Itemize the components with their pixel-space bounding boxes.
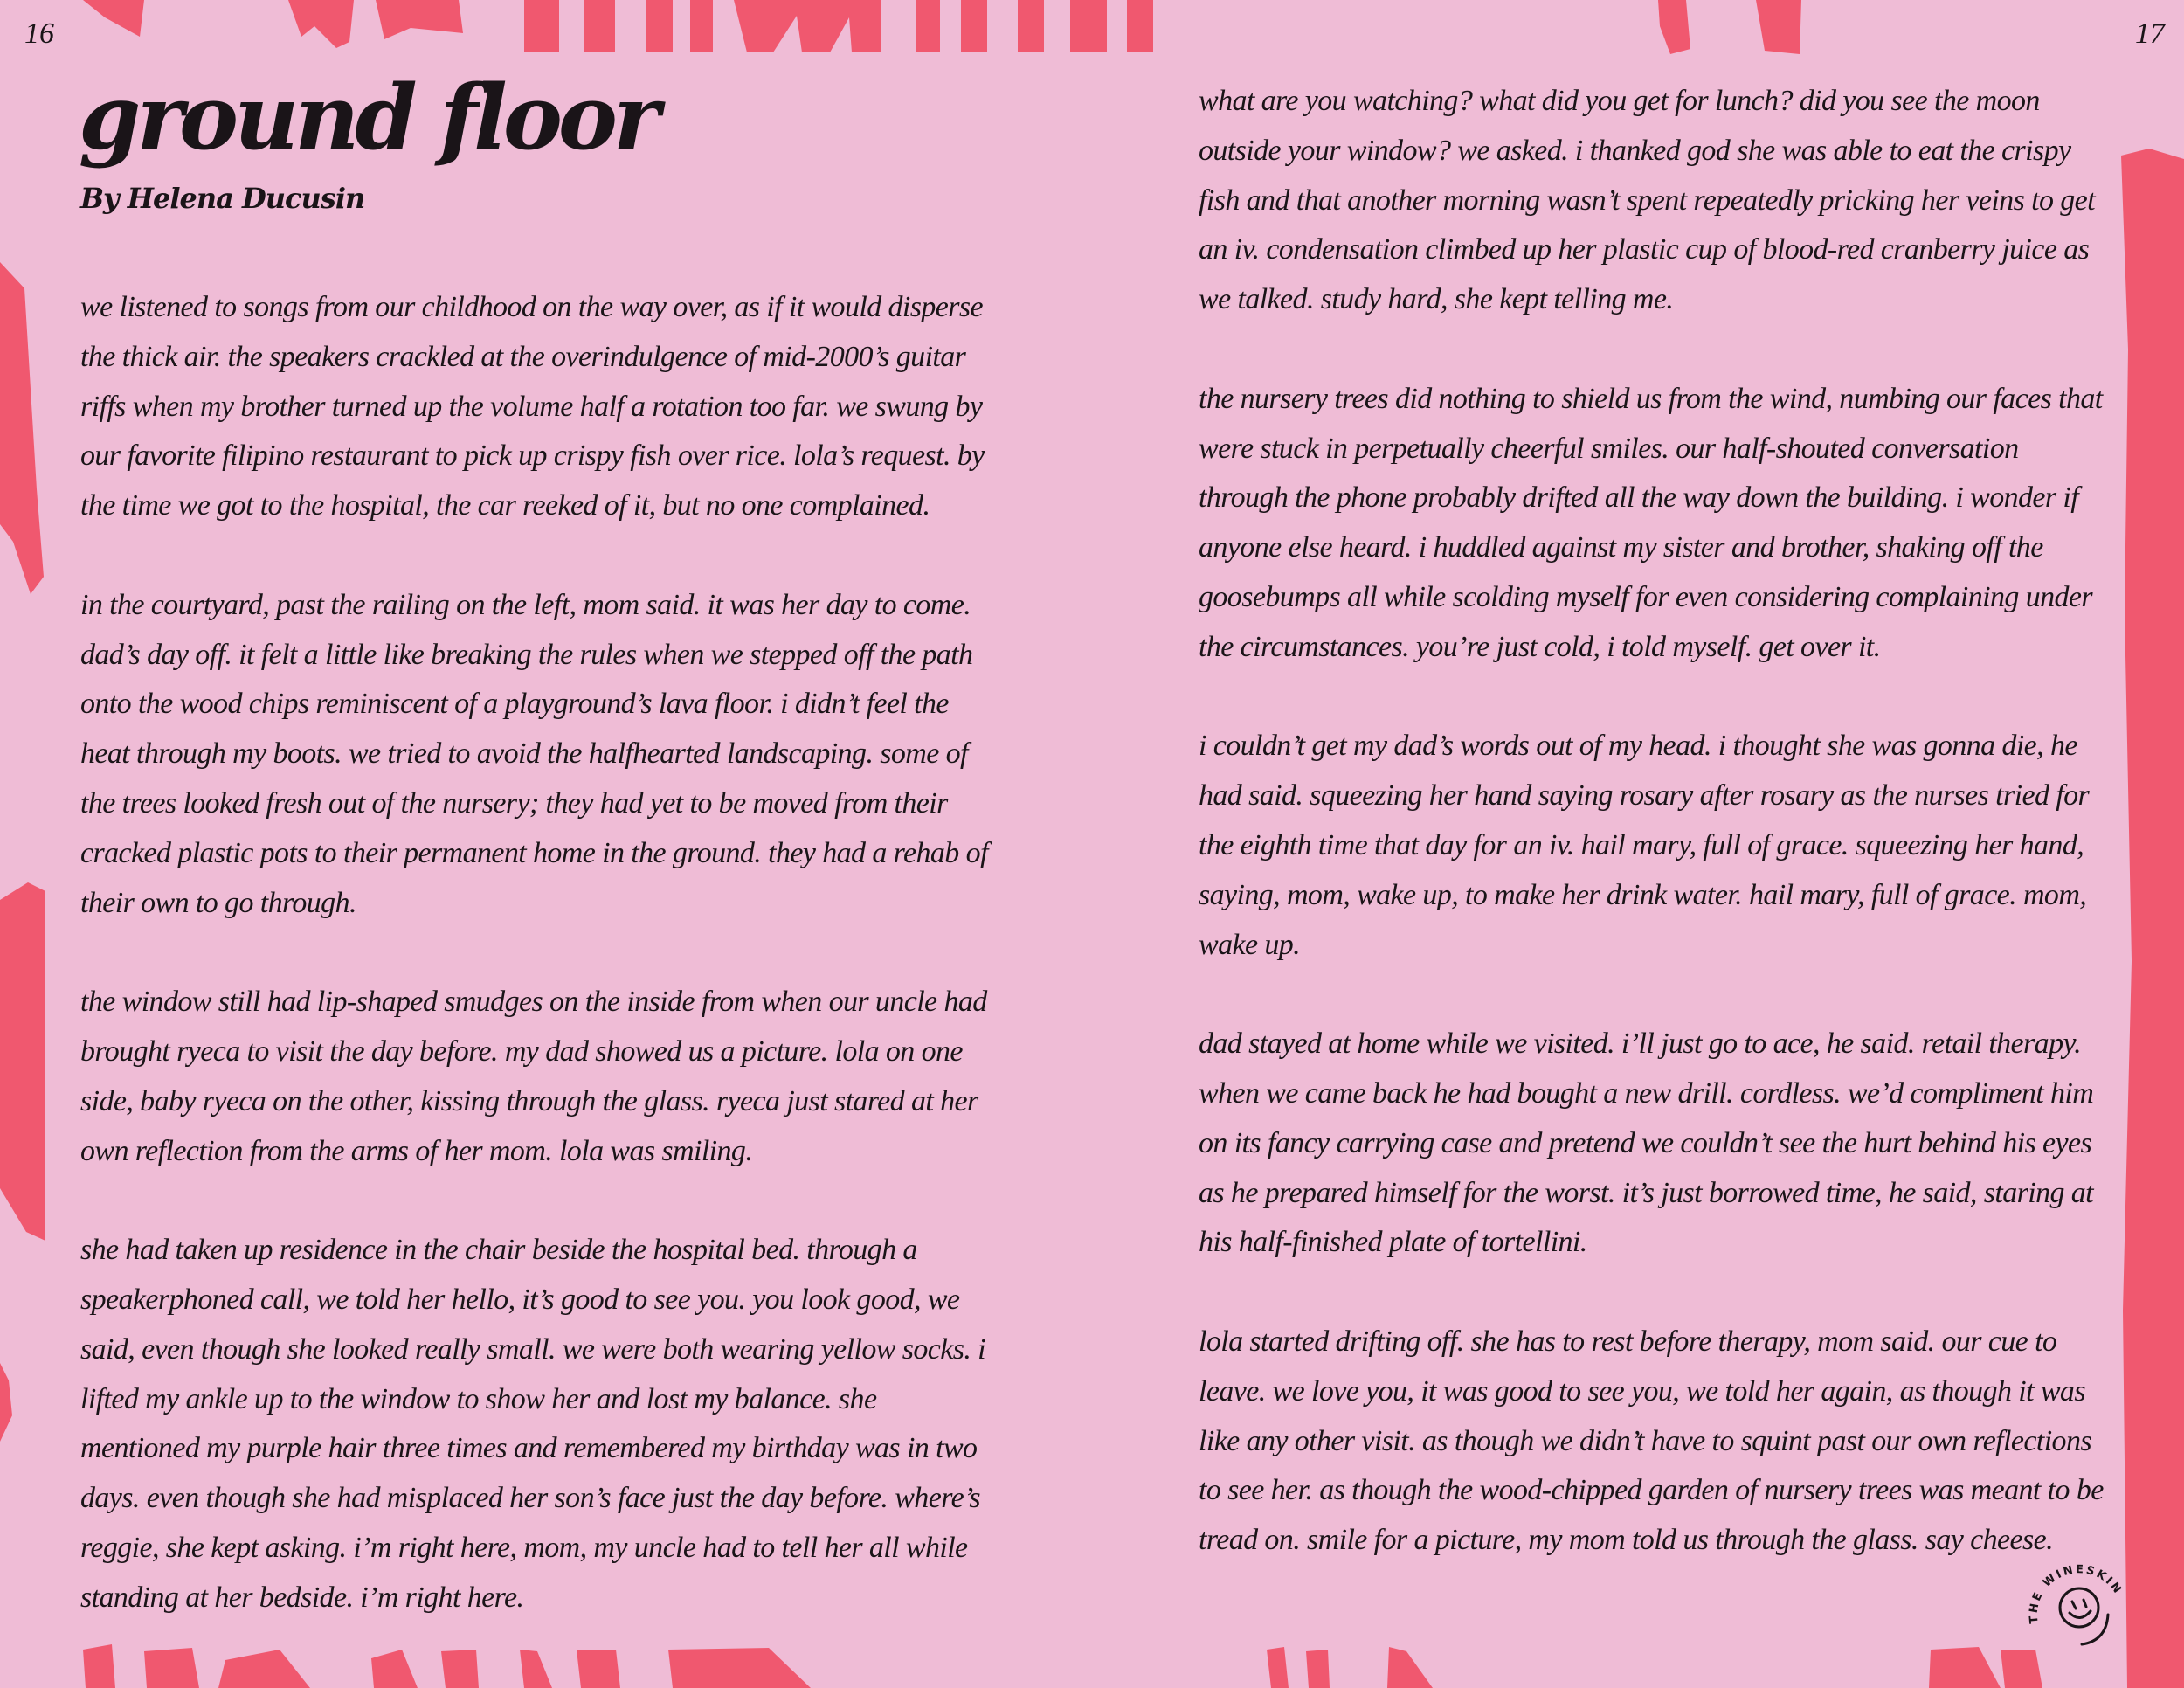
paragraph: the window still had lip-shaped smudges on the inside from when our uncle had brought ryeca to visit the day before. my dad showed us a picture. lola on one side, baby ryeca on the other, kissing through the glass. ryeca just stared at her own reflection from the arms of her mom. lola was smiling. <box>80 986 987 1167</box>
paragraph: she had taken up residence in the chair beside the hospital bed. through a speakerphoned call, we told her hello, it’s good to see you. you look good, we said, even though she looked really small. we were both wearing yellow socks. i lifted my ankle up to the window to show her and lost my balance. she mentioned my purple hair three times and remembered my birthday was in two days. even though she had misplaced her son’s face just the day before. where’s reggie, she kept asking. i’m right here, mom, my uncle had to tell her all while standing at her bedside. i’m right here. <box>80 1234 986 1614</box>
paragraph: what are you watching? what did you get for lunch? did you see the moon outside your window? we asked. i thanked god she was able to eat the crispy fish and that another morning wasn’t spent repeatedly pricking her veins to get an iv. condensation climbed up her plastic cup of blood-red cranberry juice as we talked. study hard, she kept telling me. <box>1199 85 2095 316</box>
page-number-left: 16 <box>24 17 54 50</box>
article-title: ground floor <box>79 66 656 170</box>
paragraph: in the courtyard, past the railing on the left, mom said. it was her day to come. dad’s day off. it felt a little like breaking the rules when we stepped off the path onto the wood chips reminiscent of a playground’s lava floor. i didn’t feel the heat through my boots. we tried to avoid the halfhearted landscaping. some of the trees looked fresh out of the nursery; they had yet to be moved from their cracked plastic pots to their permanent home in the ground. they had a rehab of their own to go through. <box>80 588 988 919</box>
paragraph: the nursery trees did nothing to shield us from the wind, numbing our faces that were stuck in perpetually cheerful smiles. our half-shouted conversation through the phone probably drifted all the way down the building. i wonder if anyone else heard. i huddled against my sister and brother, shaking off the goosebumps all while scolding myself for even considering complaining under the circumstances. you’re just cold, i told myself. get over it. <box>1199 382 2103 663</box>
left-text-column <box>80 283 998 1623</box>
paragraph: lola started drifting off. she has to rest before therapy, mom said. our cue to leave. we love you, it was good to see you, we told her again, as though it was like any other visit. as though we didn’t have to squint past our own reflections to see her. as though the wood-chipped garden of nursery trees was meant to be tread on. smile for a picture, my mom told us through the glass. say cheese. <box>1199 1325 2104 1557</box>
logo-text: THE WINESKIN <box>2027 1563 2125 1624</box>
paragraph: i couldn’t get my dad’s words out of my head. i thought she was gonna die, he had said. squeezing her hand saying rosary after rosary as the nurses tried for the eighth time that day for an iv. hail mary, full of grace. squeezing her hand, saying, mom, wake up, to make her drink water. hail mary, full of grace. mom, wake up. <box>1199 730 2090 961</box>
paragraph: dad stayed at home while we visited. i’ll just go to ace, he said. retail therapy. when we came back he had bought a new drill. cordless. we’d compliment him on its fancy carrying case and pretend we couldn’t see the hurt behind his eyes as he prepared himself for the worst. it’s just borrowed time, he said, staring at his half-finished plate of tortellini. <box>1199 1027 2094 1259</box>
paragraph: we listened to songs from our childhood on the way over, as if it would disperse the thick air. the speakers crackled at the overindulgence of mid-2000’s guitar riffs when my brother turned up the volume half a rotation too far. we swung by our favorite filipino restaurant to pick up crispy fish over rice. lola’s request. by the time we got to the hospital, the car reeked of it, but no one complained. <box>80 291 985 522</box>
wineskin-logo <box>2022 1546 2136 1660</box>
right-text-column <box>1199 77 2107 1566</box>
smiley-face-icon <box>2022 1546 2136 1660</box>
svg-text:THE WINESKIN <box>2028 1563 2125 1624</box>
page-number-right: 17 <box>2135 17 2165 50</box>
article-byline: By Helena Ducusin <box>80 182 365 215</box>
